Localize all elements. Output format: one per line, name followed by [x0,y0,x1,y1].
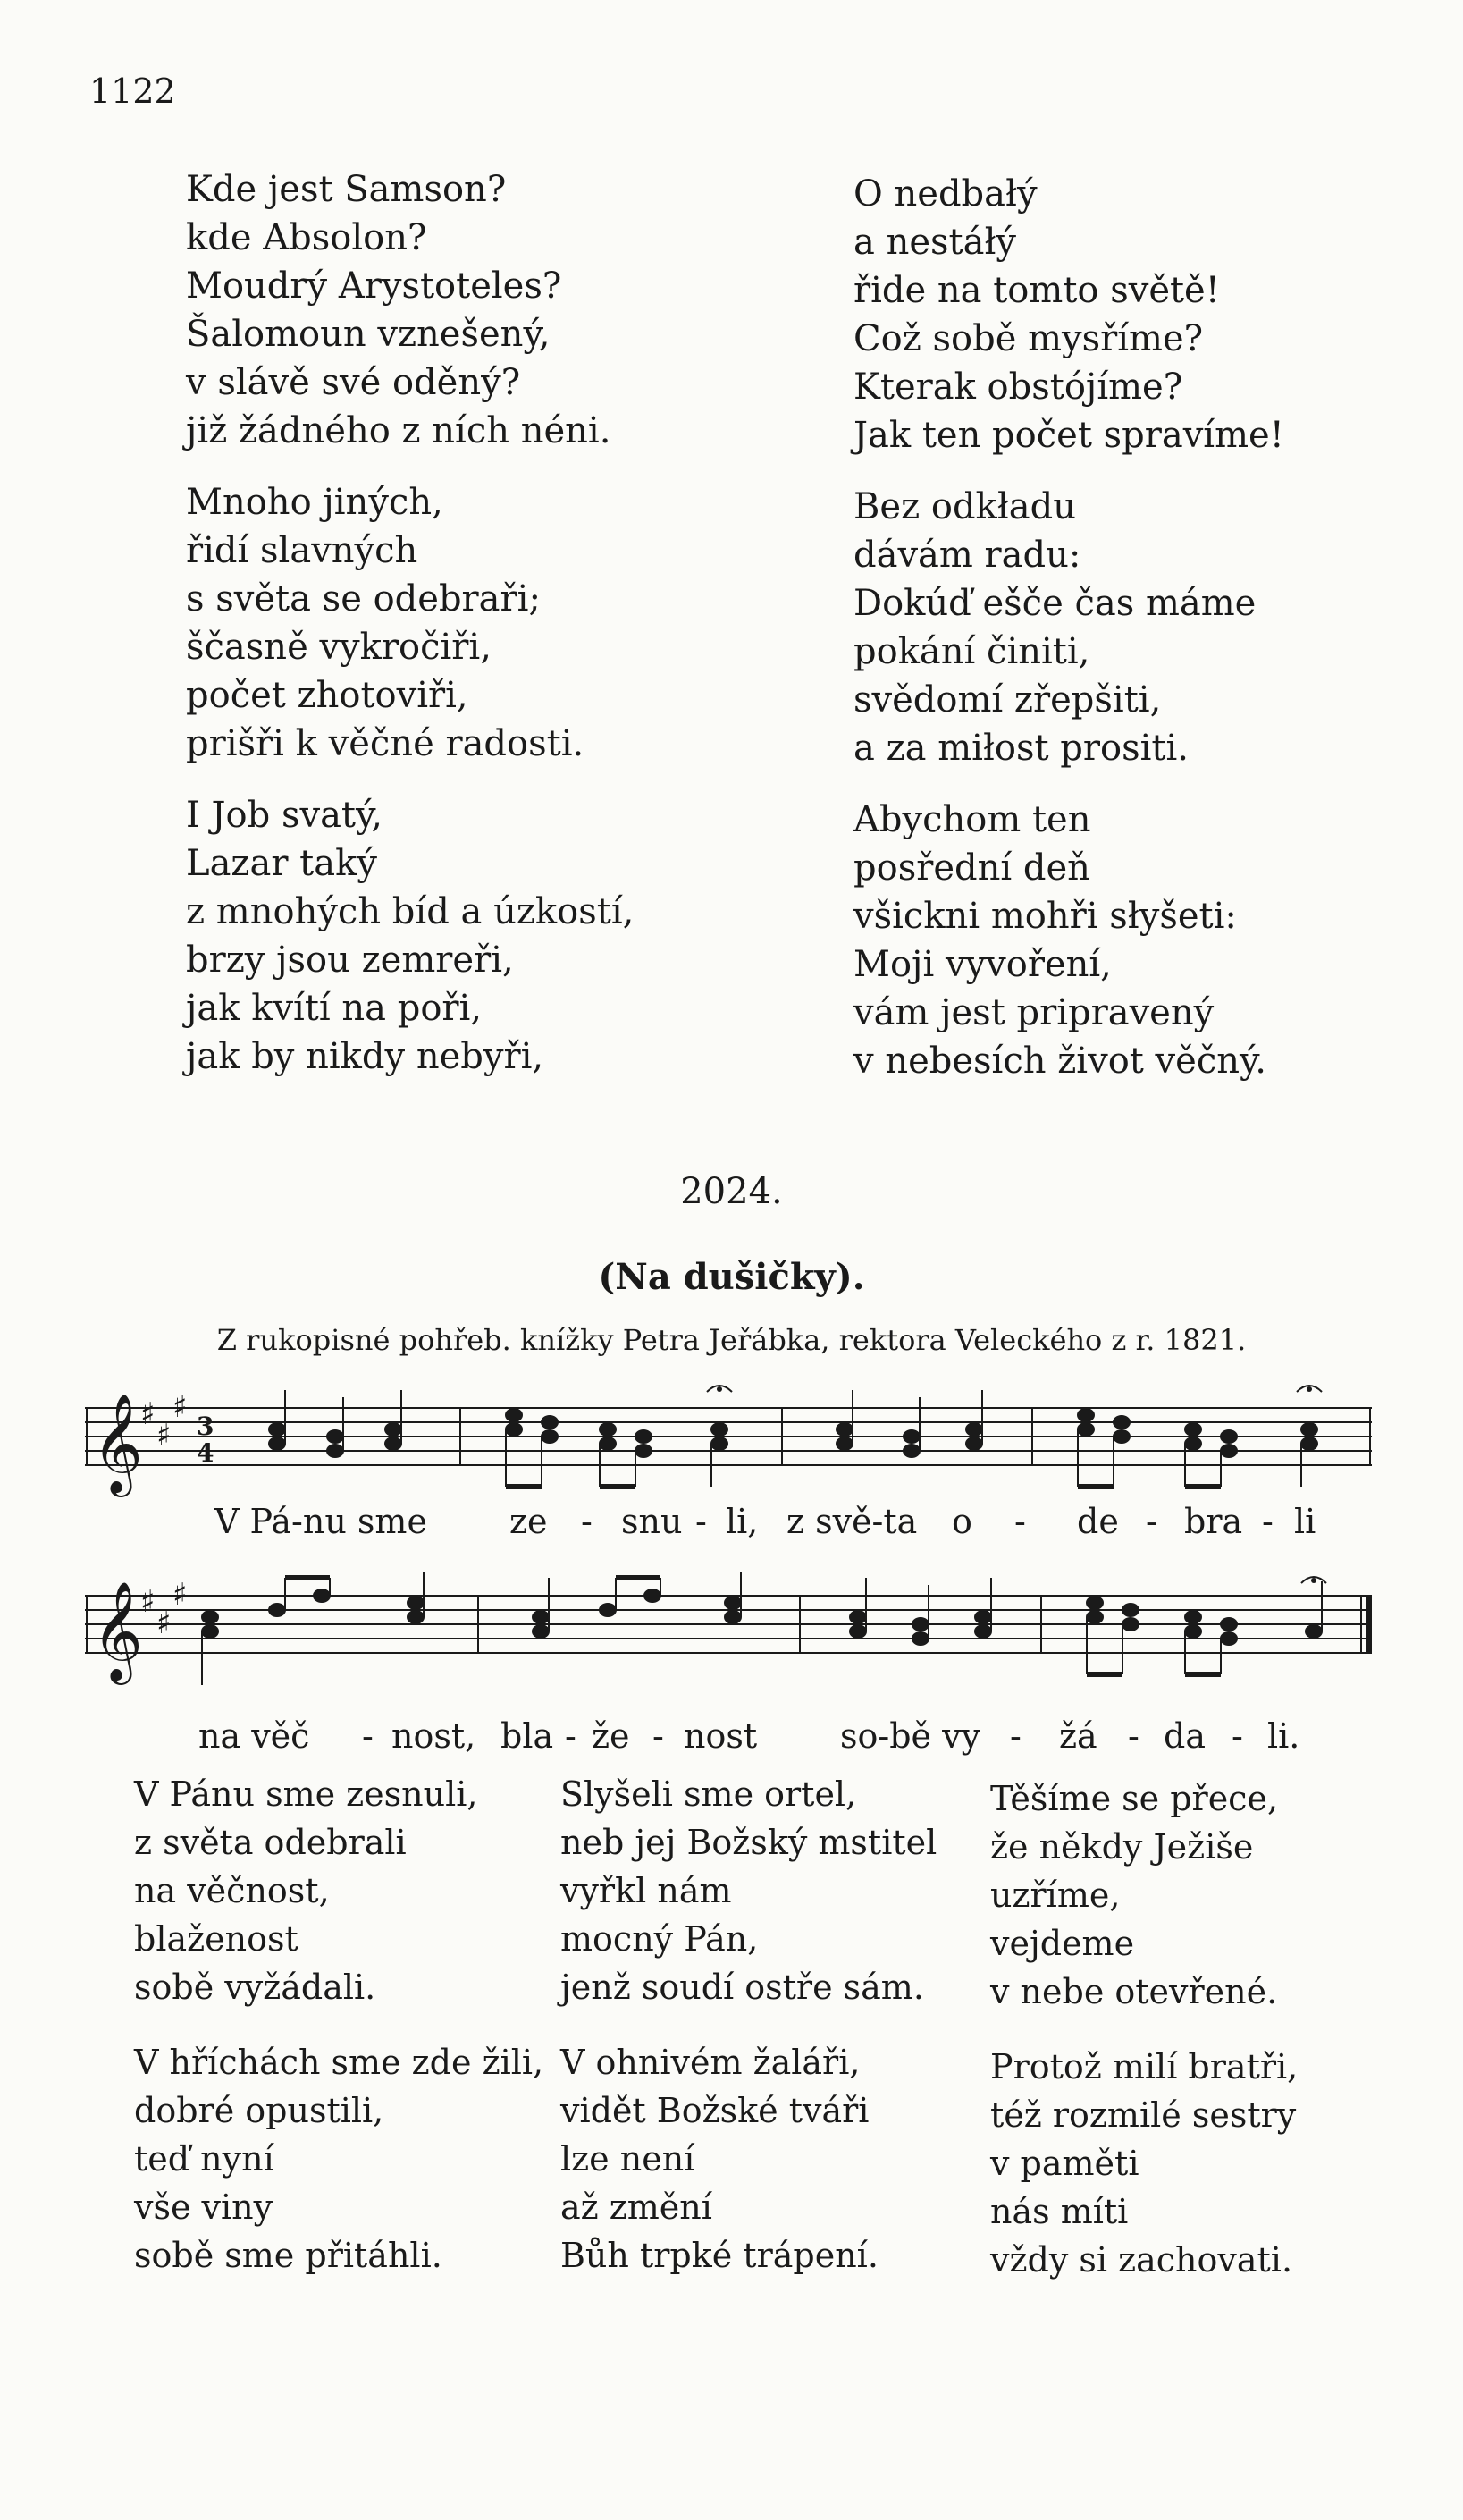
verse-line: Moudrý Arystoteles? [186,265,562,307]
poem-left-column [186,165,634,1104]
lyric-syllable: so-bě vy [840,1716,981,1756]
verse-column-1 [134,1770,543,2306]
lyric-syllable: - [1010,1716,1022,1756]
lyric-syllable: - [1014,1502,1026,1541]
verse-line: I Job svatý, [186,795,383,836]
verse-line: prišři k věčné radosti. [186,723,584,764]
verse-line: z mnohých bíd a úzkostí, [186,891,635,932]
sharp-icon: ♯ [156,1606,172,1641]
verse-line: Jak ten počet spravíme! [853,415,1284,456]
verse-line: Což sobě mysříme? [853,318,1204,359]
lyric-syllable: - [1232,1716,1243,1756]
lyric-syllable: z svě-ta [786,1502,918,1541]
verse-line: neb jej Božský mstitel [560,1823,937,1862]
sharp-icon: ♯ [172,1577,188,1613]
stanza [560,1770,937,2011]
lyric-syllable: li. [1267,1716,1300,1756]
lyric-syllable: - [1128,1716,1139,1756]
verse-line: vejdeme [990,1924,1135,1963]
stanza [560,2038,937,2280]
verse-line: lze není [560,2139,695,2179]
verse-line: sobě sme přitáhli. [134,2236,442,2275]
verse-line: na věčnost, [134,1871,330,1910]
lyric-syllable: žá [1059,1716,1097,1756]
verse-line: jenž soudí ostře sám. [560,1968,924,2007]
verse-line: Lazar taký [186,843,377,884]
music-staff-2 [85,1560,1372,1694]
fermata-icon [707,1386,1322,1392]
verse-line: V ohnivém žaláři, [560,2043,861,2082]
stanza [134,1770,543,2011]
stanza [186,478,634,768]
lyric-syllable: o [952,1502,972,1541]
sharp-icon: ♯ [140,1396,156,1432]
stanza [186,791,634,1081]
treble-clef-icon: 𝄞 [92,1580,143,1681]
verse-line: že někdy Ježiše [990,1827,1254,1867]
stanza [134,2038,543,2280]
verse-line: jak kvítí na poři, [186,988,483,1029]
sharp-icon: ♯ [156,1418,172,1454]
verse-line: Bůh trpké trápení. [560,2236,879,2275]
stanza [186,165,634,455]
lyric-syllable: ze [509,1502,548,1541]
lyric-syllable: - [362,1716,374,1756]
lyric-syllable: nost [684,1716,758,1756]
verse-line: vyřkl nám [560,1871,732,1910]
verse-line: V Pánu sme zesnuli, [134,1774,478,1814]
lyric-syllable: - [652,1716,664,1756]
verse-line: posřední deň [853,847,1090,889]
lyric-syllable: snu [621,1502,683,1541]
stanza [990,2043,1298,2284]
lyric-syllable: - [565,1716,576,1756]
verse-line: brzy jsou zemreři, [186,940,514,981]
lyric-syllable: - [1262,1502,1274,1541]
verse-line: všickni mohři słyšeti: [853,896,1237,937]
verse-line: Kde jest Samson? [186,169,507,210]
lyric-syllable: na věč [198,1716,310,1756]
verse-line: a nestáłý [853,222,1017,263]
verse-line: Mnoho jiných, [186,482,443,523]
lyric-syllable: de [1077,1502,1119,1541]
lyric-syllable: li [1294,1502,1316,1541]
lyric-syllable: bla [500,1716,554,1756]
verse-line: V hříchách sme zde žili, [134,2043,544,2082]
lyric-syllable: - [581,1502,593,1541]
verse-line: řide na tomto světě! [853,270,1220,311]
song-title: (Na dušičky). [598,1256,865,1298]
song-source: Z rukopisné pohřeb. knížky Petra Jeřábka, rektora Veleckého z r. 1821. [216,1323,1247,1357]
verse-line: počet zhotoviři, [186,675,468,716]
stanza [853,796,1284,1085]
page-number: 1122 [89,72,176,111]
verse-line: kde Absolon? [186,217,427,258]
stanza [853,170,1284,459]
verse-line: Těšíme se přece, [990,1779,1279,1818]
verse-line: v slávě své oděný? [186,362,521,403]
stanza [990,1774,1298,2016]
verse-line: v nebesích život věčný. [853,1041,1266,1082]
sharp-icon: ♯ [172,1389,188,1425]
lyric-syllable: da [1164,1716,1206,1756]
verse-line: pokání činiti, [853,631,1090,672]
lyric-syllable: li, [726,1502,759,1541]
verse-line: vždy si zachovati. [990,2240,1293,2280]
verse-line: Bez odkładu [853,486,1076,527]
verse-line: sobě vyžádali. [134,1968,376,2007]
verse-line: již žádného z ních néni. [186,410,611,451]
lyric-syllable: bra [1184,1502,1243,1541]
verse-line: Kterak obstójíme? [853,367,1183,408]
verse-line: a za miłost prositi. [853,728,1189,769]
treble-clef-icon: 𝄞 [92,1393,143,1493]
verse-line: vám jest pripravený [853,992,1215,1033]
time-signature: 3 [197,1412,214,1441]
verse-line: Šalomoun vznešený, [186,314,551,355]
lyric-syllable: nost, [391,1716,476,1756]
verse-column-3 [990,1774,1298,2311]
time-signature: 4 [197,1438,214,1468]
verse-line: Slyšeli sme ortel, [560,1774,857,1814]
verse-line: nás míti [990,2192,1129,2231]
verse-line: blaženost [134,1919,298,1959]
verse-line: též rozmilé sestry [990,2095,1297,2135]
verse-column-2 [560,1770,937,2306]
lyric-syllable: že [592,1716,630,1756]
verse-line: vidět Božské tváři [560,2091,870,2130]
verse-line: vše viny [134,2187,273,2227]
verse-line: Dokúď ešče čas máme [853,583,1257,624]
verse-line: teď nyní [134,2139,274,2179]
verse-line: Abychom ten [853,799,1091,840]
verse-line: v paměti [990,2144,1139,2183]
verse-line: mocný Pán, [560,1919,759,1959]
verse-line: dávám radu: [853,535,1081,576]
verse-line: z světa odebrali [134,1823,407,1862]
verse-line: O nedbałý [853,173,1038,215]
stanza [853,483,1284,772]
verse-line: ščasně vykročiři, [186,627,492,668]
verse-line: uzříme, [990,1875,1121,1915]
verse-line: v nebe otevřené. [990,1972,1278,2011]
verse-line: s světa se odebraři; [186,578,541,619]
lyric-syllable: V Pá-nu sme [214,1502,427,1541]
verse-line: Moji vyvoření, [853,944,1112,985]
poem-right-column [853,170,1284,1108]
verse-line: Protož milí bratři, [990,2047,1299,2086]
verse-line: řidí slavných [186,530,418,571]
verse-line: jak by nikdy nebyři, [186,1036,544,1077]
verse-line: dobré opustili, [134,2091,384,2130]
lyric-syllable: - [1146,1502,1157,1541]
verse-line: až změní [560,2187,712,2227]
music-staff-1 [85,1372,1372,1506]
song-number: 2024. [680,1171,783,1212]
sharp-icon: ♯ [140,1584,156,1620]
lyric-syllable: - [695,1502,707,1541]
verse-line: svědomí zřepšiti, [853,679,1162,721]
